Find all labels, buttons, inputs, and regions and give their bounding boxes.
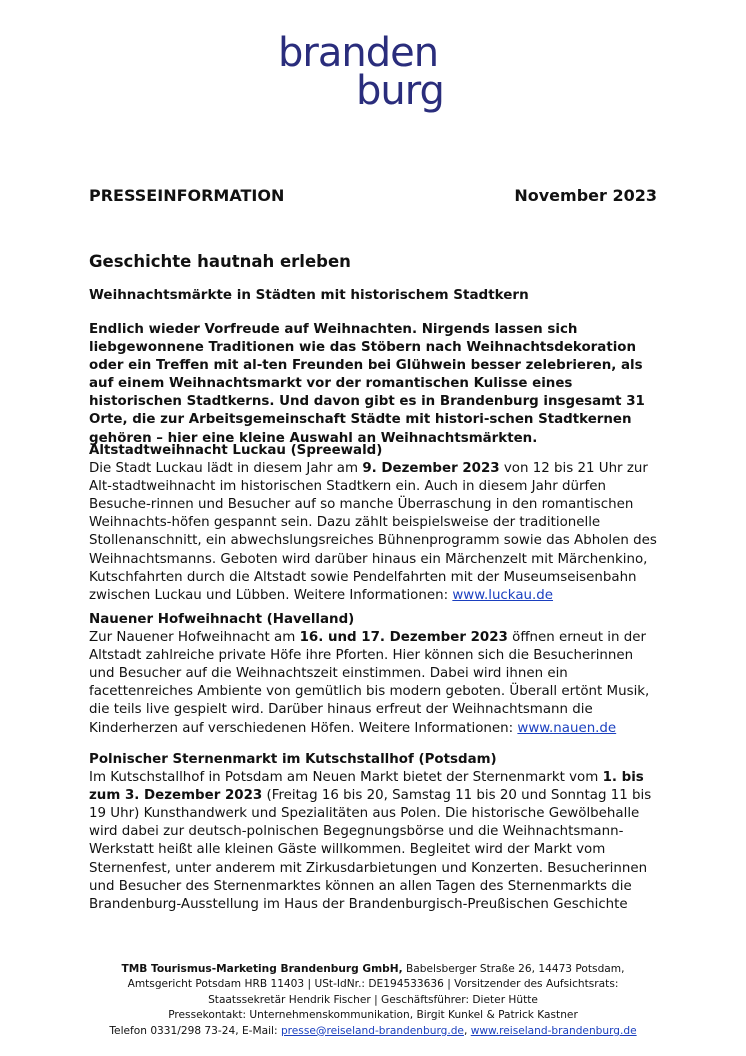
press-label: PRESSEINFORMATION <box>89 186 285 205</box>
section-heading: Altstadtweihnacht Luckau (Spreewald) <box>89 443 383 458</box>
nauen-link[interactable]: www.nauen.de <box>517 720 617 736</box>
email-link[interactable]: presse@reiseland-brandenburg.de <box>280 1024 464 1037</box>
section-text: Die Stadt Luckau lädt in diesem Jahr am 9. Dezember 2023 von 12 bis 21 Uhr zur Alt-stadtweihnacht im historischen Stadtkern ein. Auch in diesem Jahr dürfen Besuche-rinnen und Besucher auf so manche Überraschung in den romantischen Weihnachts-höfen gespannt sein. Dazu zählt beispielsweise der traditionelle Stollenanschnitt, ein abwechslungsreiches Bühnenprogramm sowie das Abholen des Weihnachtsmanns. Geboten wird darüber hinaus ein Märchenzelt mit Märchenkino, Kutschfahrten durch die Altstadt sowie Pendelfahrten mit der Museumseisenbahn zwischen Luckau und Lübben. Weitere Informationen: www.luckau.de <box>89 461 657 603</box>
footer-line-1: TMB Tourismus-Marketing Brandenburg GmbH, Babelsberger Straße 26, 14473 Potsdam, <box>121 963 625 975</box>
section-potsdam <box>89 751 661 914</box>
page-subtitle: Weihnachtsmärkte in Städten mit historischem Stadtkern <box>89 287 529 303</box>
footer-line-2: Amtsgericht Potsdam HRB 11403 | USt-IdNr.: DE194533636 | Vorsitzender des Aufsichtsrats: <box>127 978 619 991</box>
intro-paragraph: Endlich wieder Vorfreude auf Weihnachten. Nirgends lassen sich liebgewonnene Traditionen wie das Stöbern nach Weihnachtsdekoration oder ein Treffen mit al-ten Freunden bei Glühwein besser zelebrieren, als auf einem Weihnachtsmarkt vor der romantischen Kulisse eines historischen Stadtkerns. Und davon gibt es in Brandenburg insgesamt 31 Orte, die zur Arbeitsgemeinschaft Städte mit histori-schen Stadtkernen gehören – hier eine kleine Auswahl an Weihnachtsmärkten. <box>89 322 645 446</box>
press-header <box>89 186 657 205</box>
section-text: Im Kutschstallhof in Potsdam am Neuen Markt bietet der Sternenmarkt vom 1. bis zum 3. Dezember 2023 (Freitag 16 bis 20, Samstag 11 bis 20 und Sonntag 11 bis 19 Uhr) Kunsthandwerk und Spezialitäten aus Polen. Die historische Gewölbehalle wird dabei zur deutsch-polnischen Begegnungsbörse und die Weihnachtsmann-Werkstatt heißt alle kleinen Gäste willkommen. Begleitet wird der Markt vom Sternenfest, unter anderem mit Zirkusdarbietungen und Konzerten. Besucherinnen und Besucher des Sternenmarktes können an allen Tagen des Sternenmarkts die Brandenburg-Ausstellung im Haus der Brandenburgisch-Preußischen Geschichte <box>89 770 652 912</box>
press-date: November 2023 <box>514 186 657 205</box>
brandenburg-logo <box>278 30 468 114</box>
page-title: Geschichte hautnah erleben <box>89 252 351 271</box>
section-luckau <box>89 442 661 605</box>
website-link[interactable]: www.reiseland-brandenburg.de <box>470 1024 637 1037</box>
section-heading: Nauener Hofweihnacht (Havelland) <box>89 612 355 627</box>
footer-line-5: Telefon 0331/298 73-24, E-Mail: presse@reiseland-brandenburg.de, www.reiseland-brandenburg.de <box>109 1024 637 1037</box>
logo-line-1: branden <box>278 30 439 76</box>
footer-line-3: Staatssekretär Hendrik Fischer | Geschäftsführer: Dieter Hütte <box>208 993 538 1006</box>
footer-line-4: Pressekontakt: Unternehmenskommunikation, Birgit Kunkel & Patrick Kastner <box>168 1009 578 1022</box>
luckau-link[interactable]: www.luckau.de <box>452 587 554 603</box>
section-heading: Polnischer Sternenmarkt im Kutschstallhof (Potsdam) <box>89 752 497 767</box>
page-footer <box>60 962 686 1039</box>
section-text: Zur Nauener Hofweihnacht am 16. und 17. Dezember 2023 öffnen erneut in der Altstadt zahlreiche private Höfe ihre Pforten. Hier können sich die Besucherinnen und Besucher auf die Weihnachtszeit einstimmen. Dabei wird ihnen ein facettenreiches Ambiente von gemütlich bis modern geboten. Überall ertönt Musik, die teils live gespielt wird. Darüber hinaus erfreut der Weihnachtsmann die Kinderherzen auf verschiedenen Höfen. Weitere Informationen: www.nauen.de <box>89 630 650 736</box>
logo-line-2: burg <box>356 68 444 114</box>
section-nauen <box>89 611 661 738</box>
